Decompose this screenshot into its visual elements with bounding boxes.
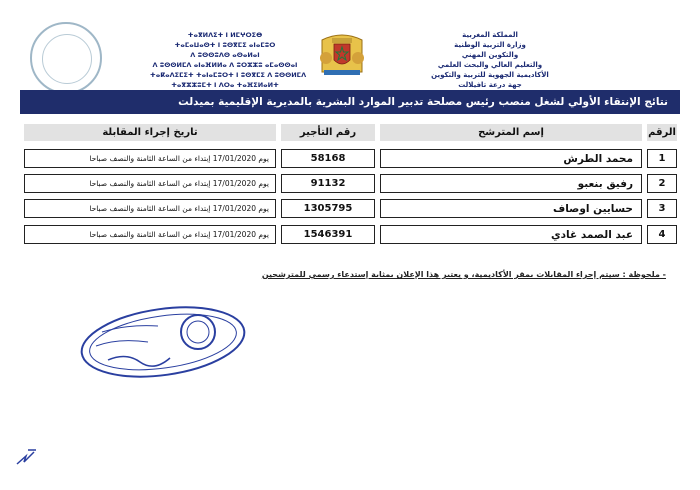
arabic-line: وزارة التربية الوطنية [454,41,526,49]
row-1-date: يوم 17/01/2020 إبتداء من الساعة الثامنة والنصف صباحا [24,149,276,168]
header-name: إسم المترشح [380,124,642,141]
row-3-name: حسايين اوصاف [380,199,642,218]
header-date: تاريخ إجراء المقابلة [24,124,276,141]
header-num: الرقم [647,124,677,141]
title-banner: نتائج الإنتقاء الأولي لشغل منصب رئيس مصلحة تدبير الموارد البشرية بالمديرية الإقليمية بميدلت [20,90,680,114]
arabic-line: والتعليم العالي والبحث العلمي [437,61,543,69]
row-3-num: 3 [647,199,677,218]
row-1-num: 1 [647,149,677,168]
tifinagh-line: ⵜⴰⴽⴰⴷⵉⵎⵉⵜ ⵜⴰⵏⴰⵎⵓⵔⵜ ⵏ ⵓⵙⴳⵎⵉ ⴷ ⵓⵙⵙⵍⵎⴷ [150,71,307,79]
tifinagh-line: ⵜⴰⵎⴰⵡⴰⵙⵜ ⵏ ⵓⵙⴳⵎⵉ ⴰⵏⴰⵎⵓⵔ [174,41,276,49]
arabic-line: والتكوين المهني [461,51,519,59]
row-2-tax: 91132 [281,174,375,193]
tifinagh-line: ⵜⴰⴳⵍⴷⵉⵜ ⵏ ⵍⵎⵖⵔⵉⴱ [187,31,263,39]
tifinagh-line: ⴷ ⵓⵙⵙⵓⴷⵙ ⴰⵙⴰⵍⴰⵏ [190,51,260,59]
row-2-date: يوم 17/01/2020 إبتداء من الساعة الثامنة والنصف صباحا [24,174,276,193]
arabic-line: جهة درعة تافيلالت [458,81,522,89]
row-4-name: عبد الصمد غادي [380,225,642,244]
official-stamp-icon [78,302,248,380]
tifinagh-line: ⴷ ⵓⵙⵙⵍⵎⴷ ⴰⵏⴰⴼⵍⵍⴰ ⴷ ⵓⵔⵣⵣⵓ ⴰⵎⴰⵙⵙⴰⵏ [152,61,298,69]
row-4-tax: 1546391 [281,225,375,244]
tifinagh-line: ⵜⴰⴳⵣⵣⵓⵎⵜ ⵏ ⴷⵔⴰ ⵜⴰⴼⵉⵍⴰⵍⵜ [171,81,279,89]
header-tifinagh [150,30,307,90]
handwritten-mark-icon [14,446,40,468]
header-tax: رقم التأجير [281,124,375,141]
row-1-name: محمد الطرش [380,149,642,168]
row-4-date: يوم 17/01/2020 إبتداء من الساعة الثامنة والنصف صباحا [24,225,276,244]
row-2-name: رفيق بنعبو [380,174,642,193]
row-2-num: 2 [647,174,677,193]
coat-of-arms-icon [314,32,370,78]
row-3-tax: 1305795 [281,199,375,218]
row-1-tax: 58168 [281,149,375,168]
header-arabic [395,30,585,90]
arabic-line: المملكة المغربية [462,31,518,39]
circular-seal-icon [30,22,102,94]
row-4-num: 4 [647,225,677,244]
row-3-date: يوم 17/01/2020 إبتداء من الساعة الثامنة والنصف صباحا [24,199,276,218]
note-text: - ملحوظة : سيتم إجراء المقابلات بمقر الأكاديمية، و يعتبر هذا الإعلان بمثابة إستدعاء رسمي للمترشحين [261,270,666,279]
arabic-line: الأكاديمية الجهوية للتربية والتكوين [431,71,549,79]
